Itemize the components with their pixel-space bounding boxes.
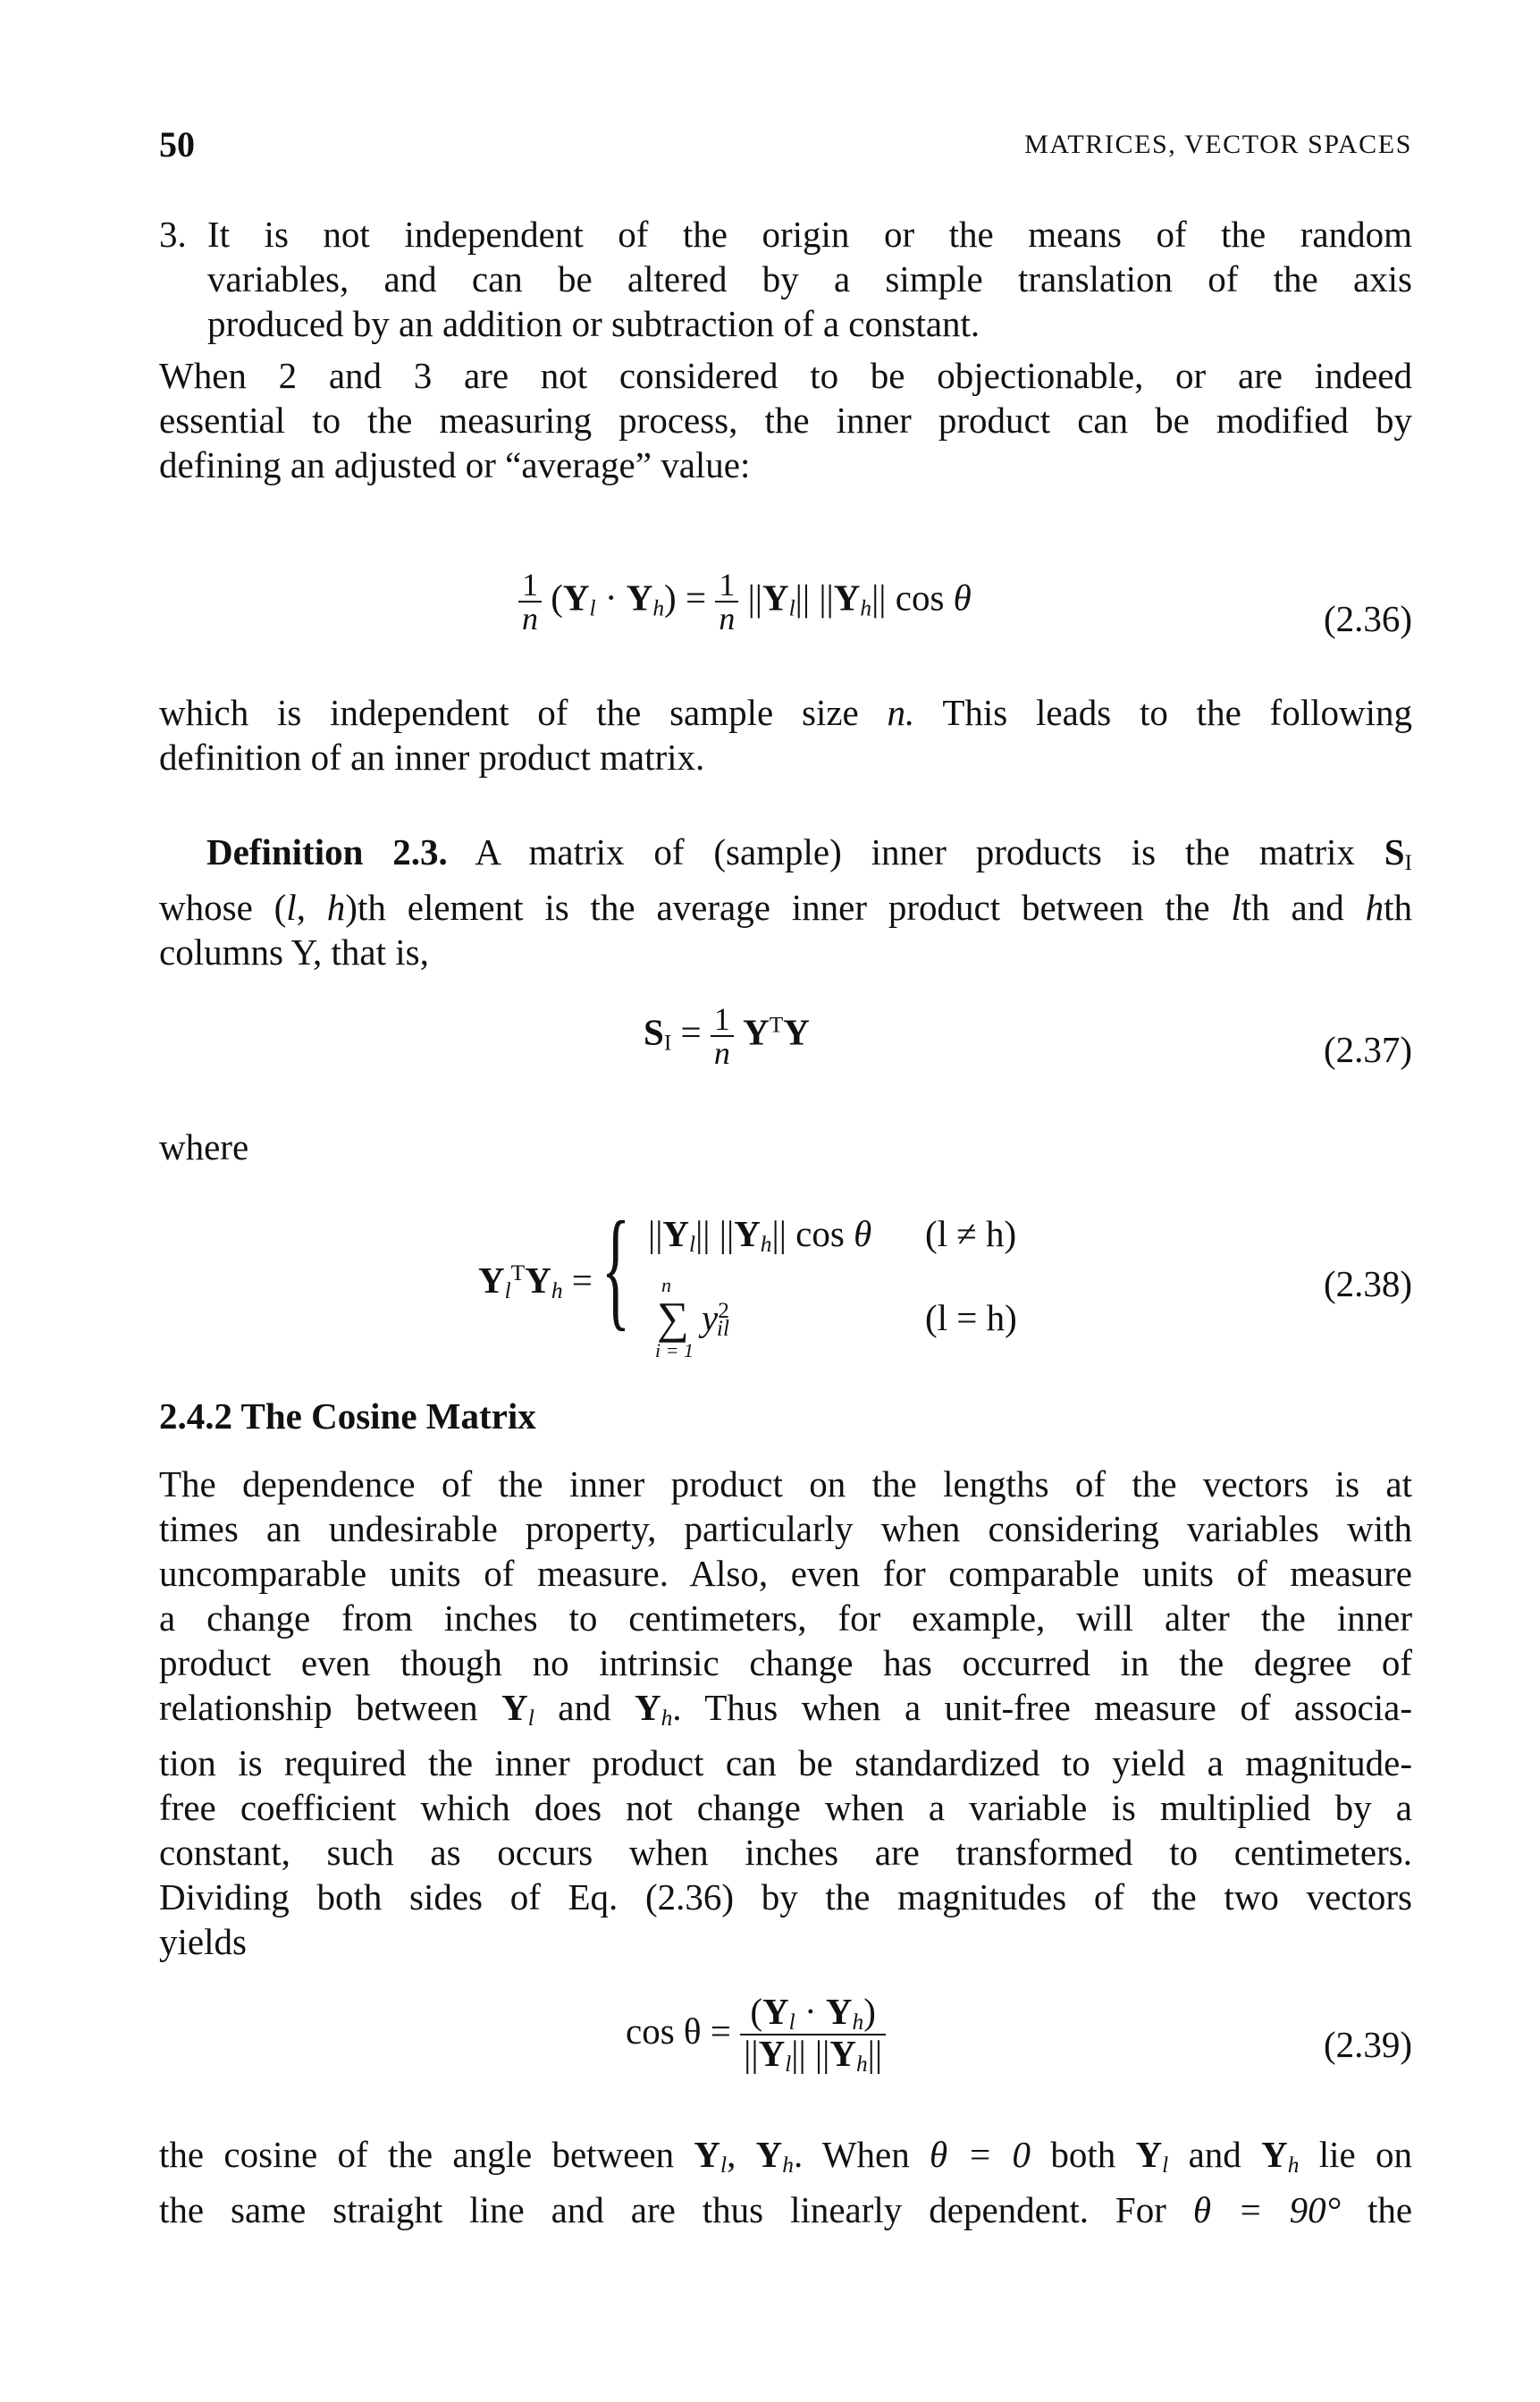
text-line: a change from inches to centimeters, for example, will alter the inner (159, 1597, 1412, 1639)
text-line: produced by an addition or subtraction of a constant. (207, 303, 980, 344)
paragraph-4 (159, 2132, 1412, 2232)
case-condition: (l = h) (925, 1297, 1017, 1338)
page-number: 50 (159, 124, 195, 164)
text-line: the cosine of the angle between $Y_l$, $Y_h$. When θ = 0 both $Y_l$ and $Y_h$ lie on (159, 2134, 1412, 2178)
list-item-number: 3. (159, 214, 187, 255)
text-line: Dividing both sides of Eq. (2.36) by the magnitudes of the two vectors (159, 1876, 1412, 1917)
text-line: essential to the measuring process, the inner product can be modified by (159, 400, 1412, 441)
definition-label: Definition 2.3. (206, 831, 448, 872)
text-line: When 2 and 3 are not considered to be objectionable, or are indeed (159, 355, 1412, 396)
running-head: MATRICES, VECTOR SPACES (1024, 130, 1412, 159)
text-line: product even though no intrinsic change has occurred in the degree of (159, 1642, 1412, 1683)
text-line: It is not independent of the origin or the means of the random (207, 214, 1412, 255)
text-line: which is independent of the sample size n. This leads to the following (159, 692, 1412, 733)
cos-label: cos (895, 577, 945, 619)
text-line: yields (159, 1921, 247, 1962)
paragraph-3 (159, 1462, 1412, 1964)
text-line: tion is required the inner product can be standardized to yield a magnitude- (159, 1742, 1412, 1783)
case-condition: (l ≠ h) (925, 1213, 1017, 1254)
equation-number: (2.37) (1323, 1029, 1412, 1070)
equation-2-36: $\frac{1}{n}$ $(Y_l \cdot Y_h)$ = $\frac{1}{n}$ $||Y_l||$ $||Y_h||$ cos θ (518, 569, 972, 635)
text-line: The dependence of the inner product on the lengths of the vectors is at (159, 1463, 1412, 1504)
theta-symbol: θ (953, 577, 972, 619)
paragraph-1 (159, 353, 1412, 487)
text-line: variables, and can be altered by a simple translation of the axis (207, 258, 1412, 299)
text-line: columns Y, that is, (159, 931, 429, 973)
text-line: Definition 2.3. A matrix of (sample) inner products is the matrix $S_I$ (206, 831, 1412, 875)
section-heading: 2.4.2 The Cosine Matrix (159, 1395, 536, 1437)
equation-number: (2.38) (1323, 1263, 1412, 1304)
fraction: $\frac{1}{n}$ (518, 569, 542, 635)
fraction: $\frac{1}{n}$ (715, 569, 738, 635)
equation-2-37: $S_I$ = $\frac{1}{n}$ $Y^TY$ (644, 1001, 810, 1071)
text-line: definition of an inner product matrix. (159, 737, 705, 778)
text-line: relationship between $Y_l$ and $Y_h$. Thus when a unit-free measure of associa- (159, 1687, 1412, 1731)
text-line: constant, such as occurs when inches are transformed to centimeters. (159, 1832, 1412, 1873)
text-line: whose (l, h)th element is the average inner product between the lth and hth (159, 887, 1412, 928)
equation-number: (2.39) (1323, 2024, 1412, 2065)
list-item-3 (159, 212, 1412, 346)
text-line: defining an adjusted or “average” value: (159, 444, 751, 485)
text-line: times an undesirable property, particularly when considering variables with (159, 1508, 1412, 1549)
fraction: $\frac{1}{n}$ (711, 1003, 734, 1069)
equation-2-39: cos θ = $\frac{(Y_l \cdot Y_h)}{||Y_l|| ||Y_h||}$ (626, 1993, 886, 2077)
text-line: free coefficient which does not change when a variable is multiplied by a (159, 1787, 1412, 1828)
paragraph-2 (159, 690, 1412, 780)
where-label: where (159, 1126, 249, 1167)
text-line: the same straight line and are thus linearly dependent. For θ = 90° the (159, 2189, 1412, 2230)
definition-2-3 (159, 830, 1412, 974)
text-line: uncomparable units of measure. Also, even for comparable units of measure (159, 1553, 1412, 1594)
equation-number: (2.36) (1323, 598, 1412, 639)
fraction: $\frac{(Y_l \cdot Y_h)}{||Y_l|| ||Y_h||}$ (740, 1993, 886, 2077)
